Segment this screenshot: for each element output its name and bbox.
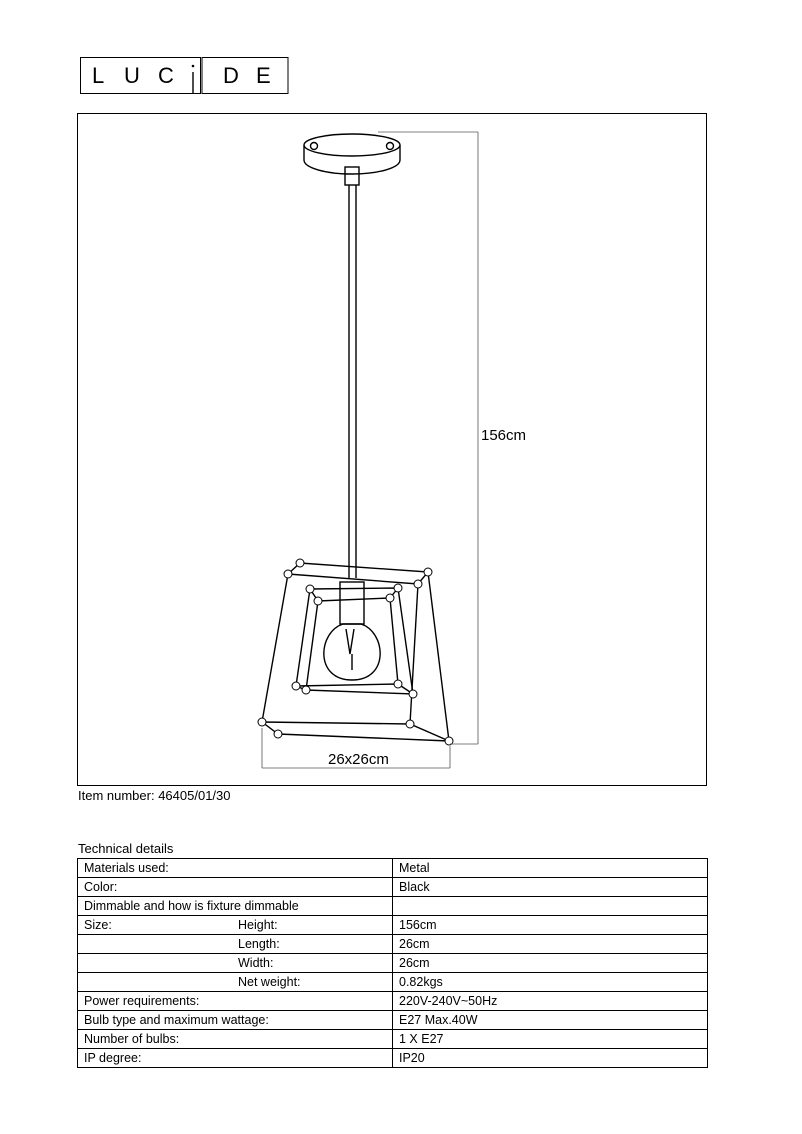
ceiling-canopy [304,134,400,174]
spec-label: Materials used: [84,860,169,875]
table-row [78,935,708,954]
spec-label: Power requirements: [84,993,200,1008]
spec-label: Color: [84,879,118,894]
spec-label: Size: [84,917,112,932]
cage-joints [258,559,453,745]
spec-label: Number of bulbs: [84,1031,180,1046]
table-row [78,1030,708,1049]
table-row [78,992,708,1011]
technical-details-table [77,858,708,1068]
spec-label-cell [78,878,393,897]
lucide-logo [80,57,289,94]
table-row [78,859,708,878]
spec-label-cell [78,1011,393,1030]
spec-sublabel: Width: [238,956,274,970]
technical-details-title: Technical details [78,841,174,856]
spec-sublabel: Height: [238,918,278,932]
suspension-rod [349,185,356,578]
logo-letter: E [256,63,271,88]
spec-value: 0.82kgs [393,973,708,992]
product-drawing-frame [77,113,707,786]
spec-value: Metal [393,859,708,878]
spec-label-cell [78,859,393,878]
canopy-connector [345,167,359,185]
spec-label-cell [78,1049,393,1068]
logo-letter: C [158,63,174,88]
spec-value: IP20 [393,1049,708,1068]
spec-value: 1 X E27 [393,1030,708,1049]
cage-frame-outer [262,563,449,741]
spec-value: 26cm [393,954,708,973]
bulb [324,624,380,680]
table-row [78,916,708,935]
width-dimension-label: 26x26cm [328,751,389,768]
spec-label-cell [78,935,393,954]
spec-value: 26cm [393,935,708,954]
table-row [78,973,708,992]
spec-label-cell [78,954,393,973]
table-row [78,1049,708,1068]
spec-value: 156cm [393,916,708,935]
spec-sublabel: Net weight: [238,975,301,989]
spec-label-cell [78,973,393,992]
spec-value: Black [393,878,708,897]
logo-letter: L [92,63,105,88]
spec-label-cell [78,916,393,935]
logo-letter: U [124,63,140,88]
spec-label-cell [78,897,393,916]
item-number: Item number: 46405/01/30 [78,788,231,803]
table-row [78,954,708,973]
spec-label: IP degree: [84,1050,142,1065]
table-row [78,878,708,897]
pendant-lamp-drawing [78,114,708,787]
spec-value: E27 Max.40W [393,1011,708,1030]
spec-label-cell [78,1030,393,1049]
spec-value [393,897,708,916]
table-row [78,1011,708,1030]
height-dimension-label: 156cm [481,427,527,444]
spec-value: 220V-240V~50Hz [393,992,708,1011]
dimension-lines [262,132,478,768]
spec-label-cell [78,992,393,1011]
cage-frame-inner [296,588,413,694]
logo-letter: D [223,63,239,88]
spec-label: Bulb type and maximum wattage: [84,1012,269,1027]
spec-sublabel: Length: [238,937,280,951]
table-row [78,897,708,916]
spec-label: Dimmable and how is fixture dimmable [84,898,299,913]
